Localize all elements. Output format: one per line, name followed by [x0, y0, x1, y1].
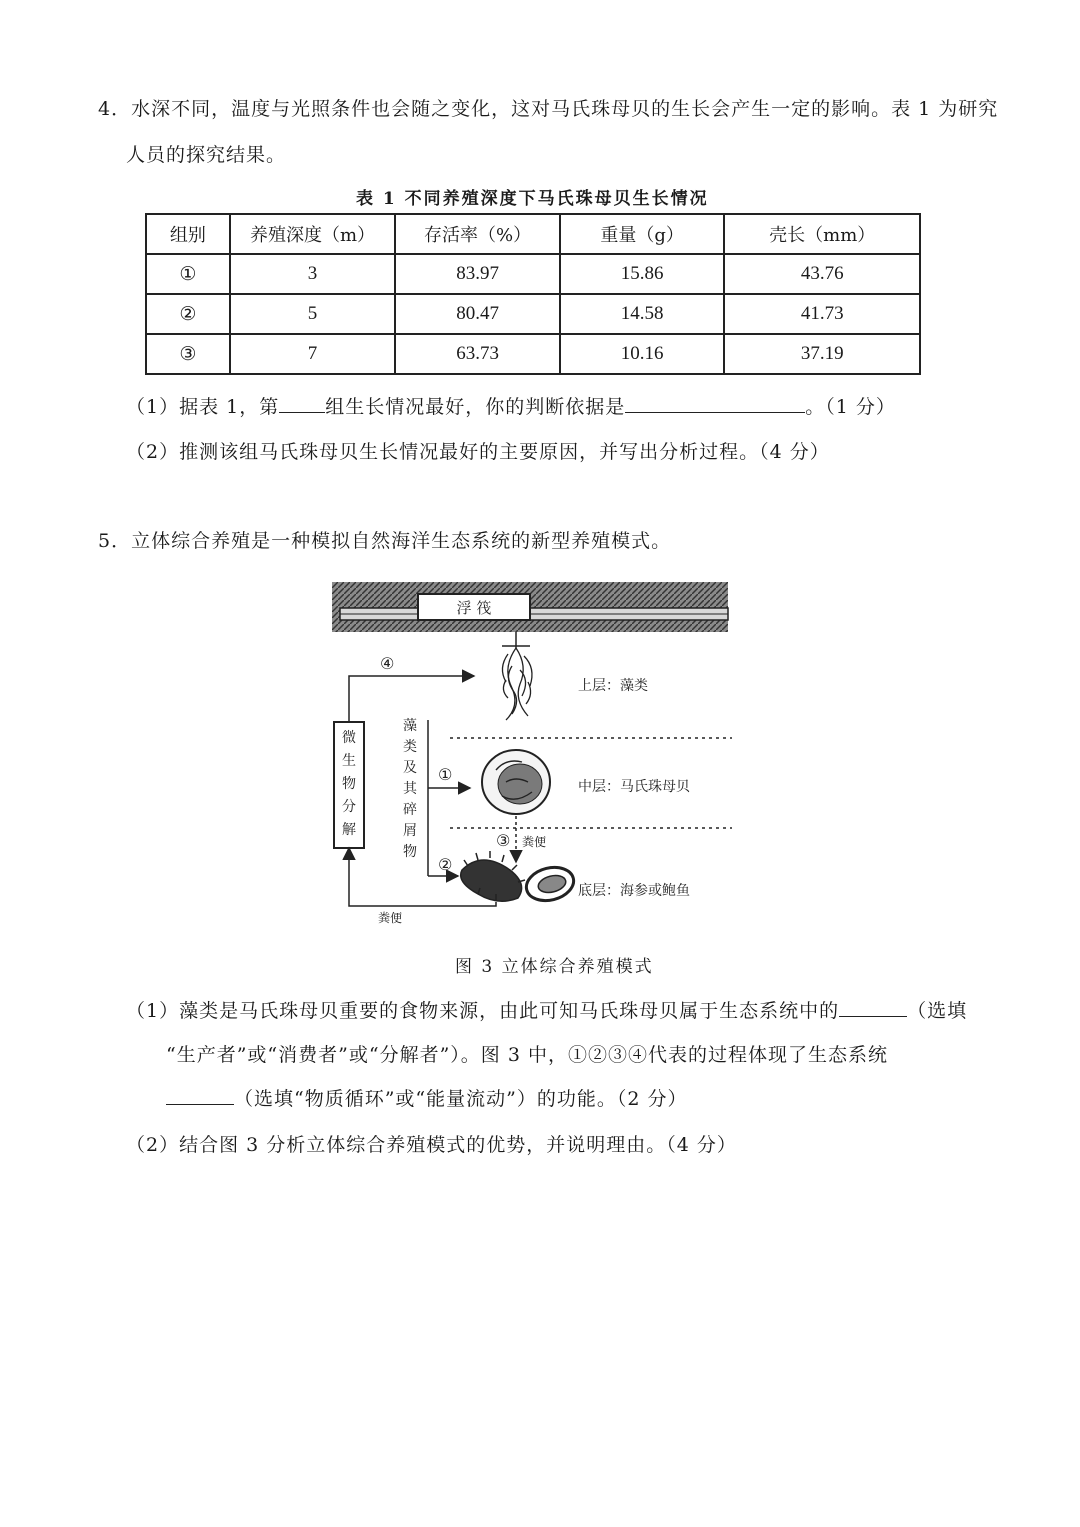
q4-stem-line2: 人员的探究结果。	[126, 144, 287, 166]
cell: 7	[230, 334, 396, 374]
q5-stem: 5．立体综合养殖是一种模拟自然海洋生态系统的新型养殖模式。	[98, 530, 672, 552]
cell: 14.58	[560, 294, 725, 334]
q5-sub1-line1	[126, 996, 967, 1023]
algae-debris-label	[403, 717, 418, 860]
q5-sub1-text-d: （选填“物质循环”或“能量流动”）的功能。（2 分）	[234, 1088, 688, 1110]
cell: ①	[146, 254, 230, 294]
cell: 5	[230, 294, 396, 334]
arrow-4	[349, 676, 474, 722]
q5-sub1-text-a: （1）藻类是马氏珠母贝重要的食物来源，由此可知马氏珠母贝属于生态系统中的	[126, 1000, 840, 1022]
table-row	[146, 294, 920, 334]
process-3-label: ③	[496, 831, 511, 850]
process-4-label: ④	[380, 654, 395, 673]
float-raft	[418, 594, 530, 620]
svg-text:微: 微	[342, 730, 356, 746]
q4-sub1	[126, 392, 896, 419]
q5-sub1-text-b: （选填	[907, 1000, 968, 1022]
header-survival: 存活率（%）	[395, 214, 560, 254]
svg-text:解: 解	[342, 822, 356, 838]
q4-sub1-text-a: （1）据表 1，第	[126, 396, 280, 418]
header-group: 组别	[146, 214, 230, 254]
answer-blank-role[interactable]	[839, 1015, 907, 1017]
cell: 41.73	[724, 294, 920, 334]
answer-blank-reason[interactable]	[625, 411, 805, 413]
q4-sub1-text-b: 组生长情况最好，你的判断依据是	[325, 396, 626, 418]
svg-text:藻: 藻	[403, 718, 417, 734]
svg-text:物: 物	[342, 776, 356, 792]
q4-sub1-text-c: 。（1 分）	[805, 396, 896, 418]
process-2-label: ②	[438, 855, 453, 874]
svg-text:类: 类	[403, 739, 417, 755]
middle-layer-label: 中层：马氏珠母贝	[578, 779, 690, 795]
cell: ③	[146, 334, 230, 374]
table-header-row	[146, 214, 920, 254]
q5-sub1-line2: “生产者”或“消费者”或“分解者”）。图 3 中，①②③④代表的过程体现了生态系统	[166, 1044, 888, 1066]
q5-sub2: （2）结合图 3 分析立体综合养殖模式的优势，并说明理由。（4 分）	[126, 1134, 737, 1156]
cell: 43.76	[724, 254, 920, 294]
algae-icon	[502, 648, 532, 720]
bottom-layer-label: 底层：海参或鲍鱼	[578, 883, 690, 899]
svg-text:其: 其	[403, 781, 417, 797]
svg-text:生: 生	[342, 753, 356, 769]
growth-table	[145, 213, 921, 375]
pearl-oyster-icon	[482, 750, 550, 814]
cell: 37.19	[724, 334, 920, 374]
feces-label-middle: 粪便	[522, 835, 547, 849]
svg-text:分: 分	[342, 799, 356, 815]
svg-text:屑: 屑	[403, 823, 417, 839]
figure-caption: 图 3 立体综合养殖模式	[455, 957, 654, 977]
feces-label-bottom: 粪便	[378, 911, 403, 925]
cell: 83.97	[395, 254, 560, 294]
table-caption: 表 1 不同养殖深度下马氏珠母贝生长情况	[356, 189, 709, 209]
cell: 80.47	[395, 294, 560, 334]
table-row	[146, 254, 920, 294]
cell: ②	[146, 294, 230, 334]
svg-text:物: 物	[403, 844, 417, 860]
aquaculture-diagram	[320, 570, 750, 930]
abalone-icon	[523, 863, 577, 906]
process-1-label: ①	[438, 765, 453, 784]
cell: 10.16	[560, 334, 725, 374]
svg-text:碎: 碎	[403, 802, 417, 818]
q4-sub2: （2）推测该组马氏珠母贝生长情况最好的主要原因，并写出分析过程。（4 分）	[126, 441, 830, 463]
svg-text:及: 及	[403, 760, 417, 776]
header-weight: 重量（g）	[560, 214, 725, 254]
answer-blank-group[interactable]	[279, 411, 325, 413]
cell: 15.86	[560, 254, 725, 294]
header-depth: 养殖深度（m）	[230, 214, 396, 254]
upper-layer-label: 上层：藻类	[578, 678, 648, 694]
header-shell-length: 壳长（mm）	[724, 214, 920, 254]
microbe-label	[342, 729, 356, 838]
cell: 3	[230, 254, 396, 294]
answer-blank-function[interactable]	[166, 1103, 234, 1105]
q4-stem-line1: 4．水深不同，温度与光照条件也会随之变化，这对马氏珠母贝的生长会产生一定的影响。表 1 为研究	[98, 98, 999, 120]
float-raft-label: 浮 筏	[456, 599, 492, 617]
cell: 63.73	[395, 334, 560, 374]
q5-sub1-line3	[166, 1084, 687, 1111]
table-row	[146, 334, 920, 374]
